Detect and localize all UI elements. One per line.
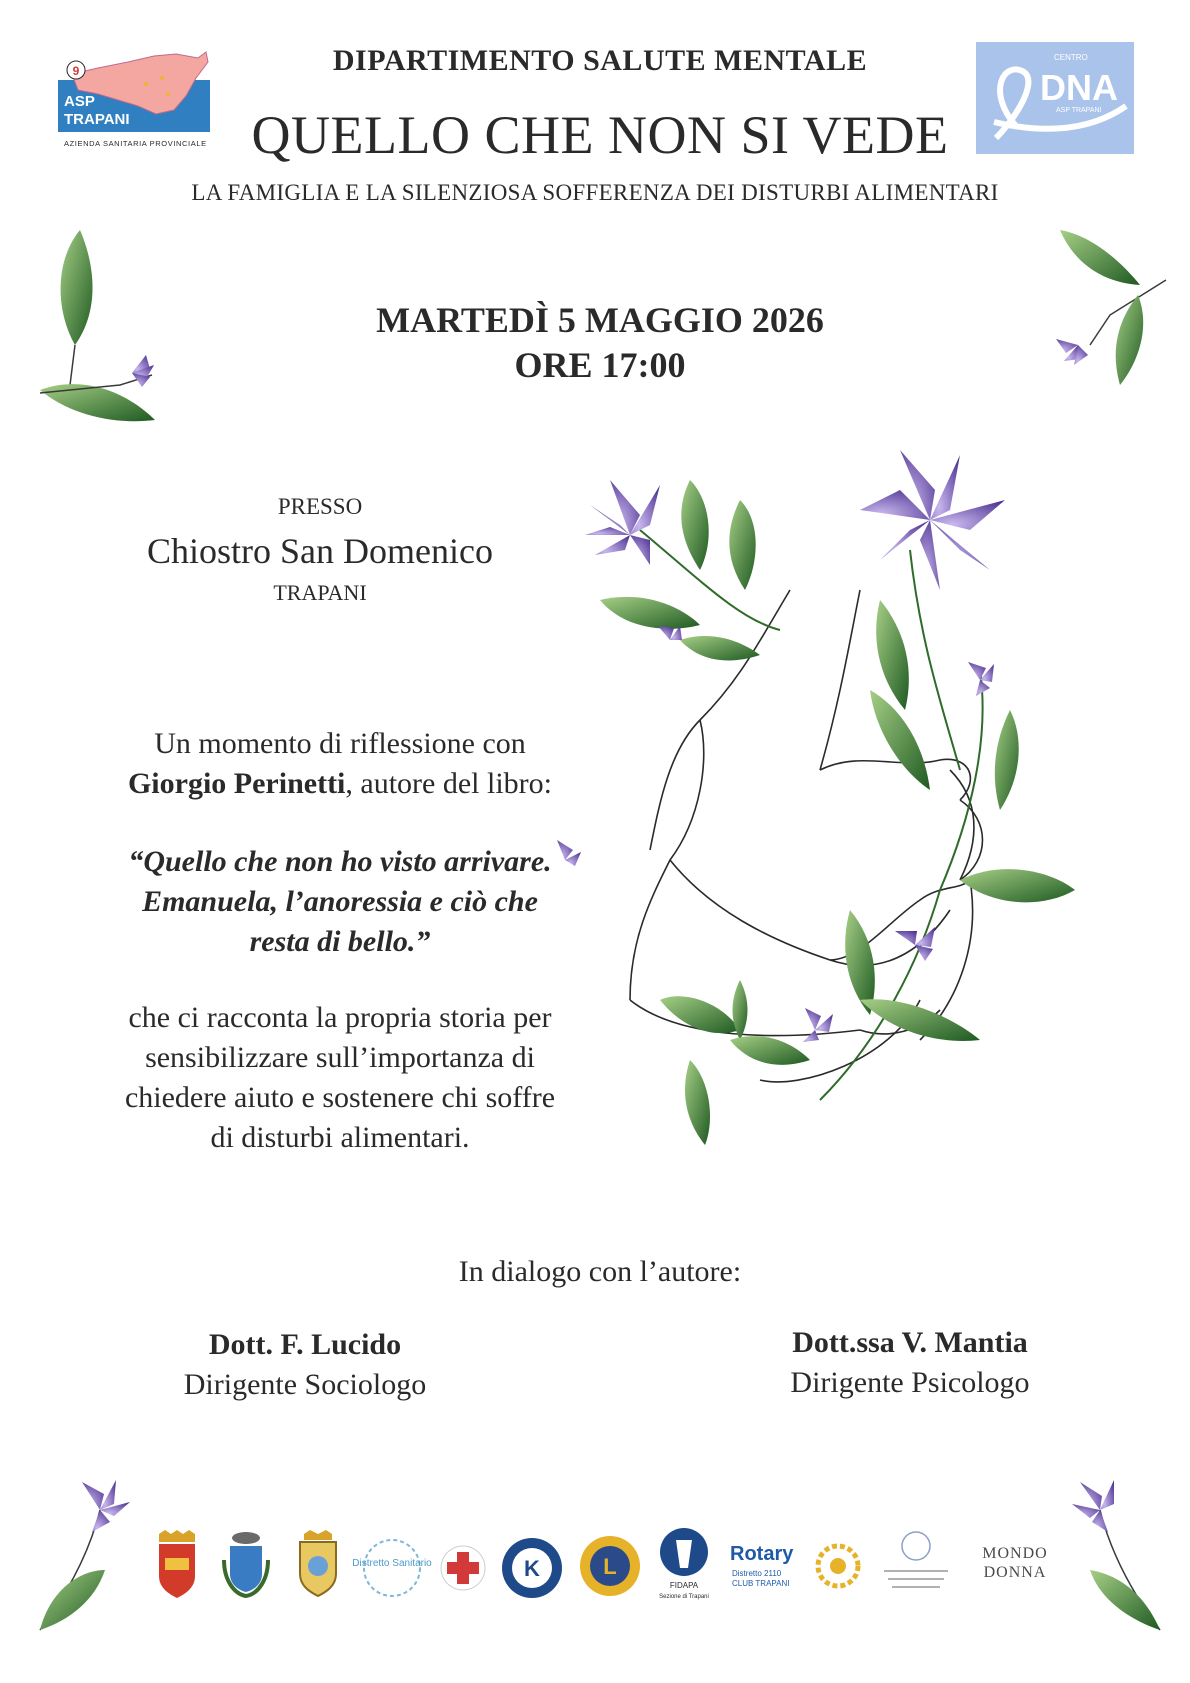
event-date: MARTEDÌ 5 MAGGIO 2026 [376, 300, 824, 340]
corner-flower-top-left [30, 225, 170, 455]
venue-name: Chiostro San Domenico [147, 531, 493, 571]
rotary-sub2: CLUB TRAPANI [732, 1579, 790, 1588]
book-title-quote [50, 842, 630, 962]
dna-big-text: DNA [1040, 67, 1118, 108]
fidapa-sub-text: Sezione di Trapani [659, 1594, 709, 1600]
story-line: chiedere aiuto e sostenere chi soffre [124, 1080, 556, 1114]
centro-dna-logo [976, 42, 1134, 154]
distretto-text: Distretto Sanitario [352, 1558, 432, 1569]
association-logo [878, 1526, 954, 1600]
fidapa-text: FIDAPA [669, 1581, 699, 1590]
story-paragraph [50, 998, 630, 1158]
dna-small-text: CENTRO [1054, 53, 1088, 62]
distretto-sanitario-logo [352, 1536, 432, 1600]
event-time: ORE 17:00 [514, 345, 686, 385]
corner-flower-bottom-left [30, 1470, 140, 1640]
dialog-intro: In dialogo con l’autore: [458, 1255, 742, 1288]
speaker-role: Dirigente Psicologo [790, 1366, 1030, 1399]
quote-line: Emanuela, l’anoressia e ciò che [142, 884, 538, 918]
quote-line: resta di bello.” [249, 924, 431, 958]
venue-prefix: PRESSO [277, 494, 363, 519]
municipal-crest-icon [290, 1530, 346, 1600]
story-line: di disturbi alimentari. [210, 1120, 470, 1154]
mondo-text: MONDO [982, 1545, 1048, 1562]
kiwanis-logo [500, 1536, 564, 1600]
municipal-crest-icon [220, 1530, 272, 1600]
speaker-name: Dott.ssa V. Mantia [792, 1326, 1028, 1359]
red-cross-icon [438, 1536, 488, 1600]
author-name: Giorgio Perinetti [127, 766, 346, 800]
rotary-logo [730, 1530, 860, 1600]
intro-paragraph [50, 724, 630, 804]
speaker-name: Dott. F. Lucido [208, 1328, 402, 1361]
intro-line-1: Un momento di riflessione con [154, 727, 526, 760]
intro-line-2-rest: , autore del libro: [345, 766, 553, 800]
corner-flower-bottom-right [1060, 1470, 1170, 1640]
sponsor-logos [150, 1510, 1060, 1620]
department-title: DIPARTIMENTO SALUTE MENTALE [332, 44, 868, 77]
mondo-donna-logo [970, 1544, 1060, 1594]
municipal-crest-icon [155, 1530, 199, 1600]
asp-line2: TRAPANI [64, 111, 130, 128]
event-date-time [240, 298, 960, 388]
corner-flower-top-right [1020, 225, 1170, 405]
rotary-text: Rotary [730, 1543, 794, 1565]
lions-logo [578, 1534, 642, 1598]
speaker-role: Dirigente Sociologo [183, 1368, 427, 1401]
asp-trapani-logo [58, 48, 228, 158]
lions-letter: L [603, 1554, 617, 1579]
event-subtitle: LA FAMIGLIA E LA SILENZIOSA SOFFERENZA DEI DISTURBI ALIMENTARI [191, 180, 999, 205]
fidapa-logo [654, 1524, 714, 1604]
donna-text: DONNA [983, 1564, 1047, 1582]
asp-badge: 9 [72, 64, 80, 78]
intro-line-2 [50, 764, 630, 804]
venue-city: TRAPANI [273, 580, 367, 605]
event-title: QUELLO CHE NON SI VEDE [251, 105, 949, 165]
asp-line1: ASP [64, 93, 95, 110]
story-line: sensibilizzare sull’importanza di [145, 1040, 535, 1074]
story-line: che ci racconta la propria storia per [128, 1001, 552, 1034]
embrace-illustration [560, 440, 1120, 1200]
kiwanis-letter: K [524, 1556, 540, 1581]
quote-line: “Quello che non ho visto arrivare. [128, 845, 552, 878]
rotary-sub1: Distretto 2110 [732, 1569, 782, 1578]
dna-tag-text: ASP TRAPANI [1056, 107, 1102, 114]
asp-caption: AZIENDA SANITARIA PROVINCIALE [64, 139, 207, 148]
